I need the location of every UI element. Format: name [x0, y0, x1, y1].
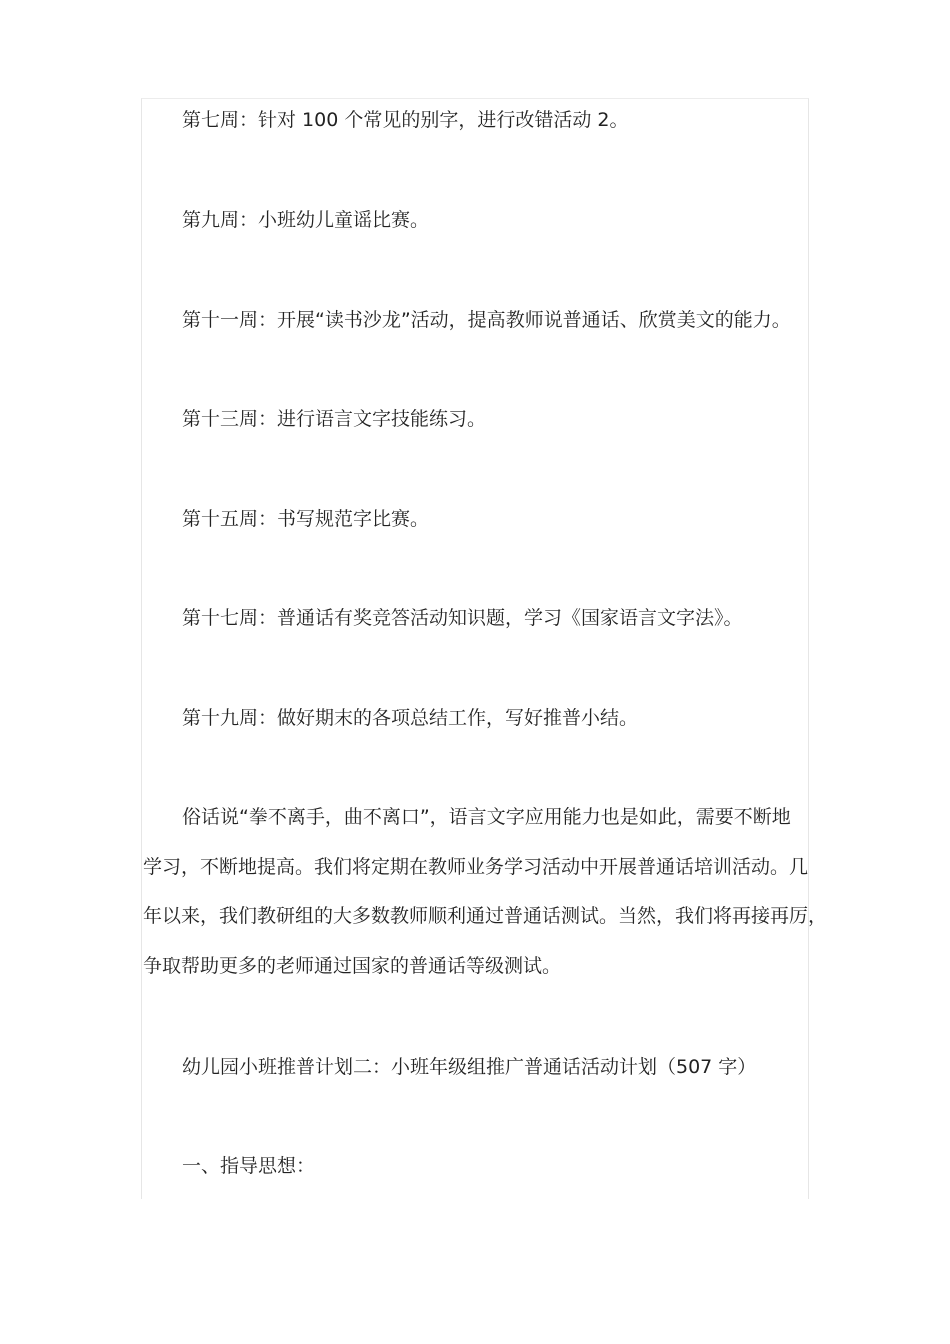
- page-frame: [141, 98, 809, 1199]
- closing-paragraph-line: 学习，不断地提高。我们将定期在教师业务学习活动中开展普通话培训活动。几: [143, 855, 809, 878]
- closing-paragraph-line: 俗话说“拳不离手，曲不离口”，语言文字应用能力也是如此，需要不断地: [182, 806, 791, 828]
- schedule-week-19: 第十九周：做好期末的各项总结工作，写好推普小结。: [182, 707, 639, 729]
- closing-paragraph: [143, 793, 828, 991]
- section-heading-guiding-ideology: 一、指导思想：: [182, 1155, 316, 1177]
- plan-two-title: 幼儿园小班推普计划二：小班年级组推广普通话活动计划（507 字）: [182, 1056, 757, 1078]
- schedule-week-13: 第十三周：进行语言文字技能练习。: [182, 408, 487, 430]
- schedule-week-15: 第十五周：书写规范字比赛。: [182, 508, 430, 530]
- schedule-week-17: 第十七周：普通话有奖竞答活动知识题，学习《国家语言文字法》。: [182, 607, 743, 629]
- closing-paragraph-line: 争取帮助更多的老师通过国家的普通话等级测试。: [143, 954, 562, 977]
- schedule-week-7: 第七周：针对 100 个常见的别字，进行改错活动 2。: [182, 109, 629, 131]
- schedule-week-9: 第九周：小班幼儿童谣比赛。: [182, 209, 430, 231]
- schedule-week-11: 第十一周：开展“读书沙龙”活动，提高教师说普通话、欣赏美文的能力。: [182, 309, 791, 331]
- closing-paragraph-line: 年以来，我们教研组的大多数教师顺利通过普通话测试。当然，我们将再接再厉，: [143, 905, 828, 927]
